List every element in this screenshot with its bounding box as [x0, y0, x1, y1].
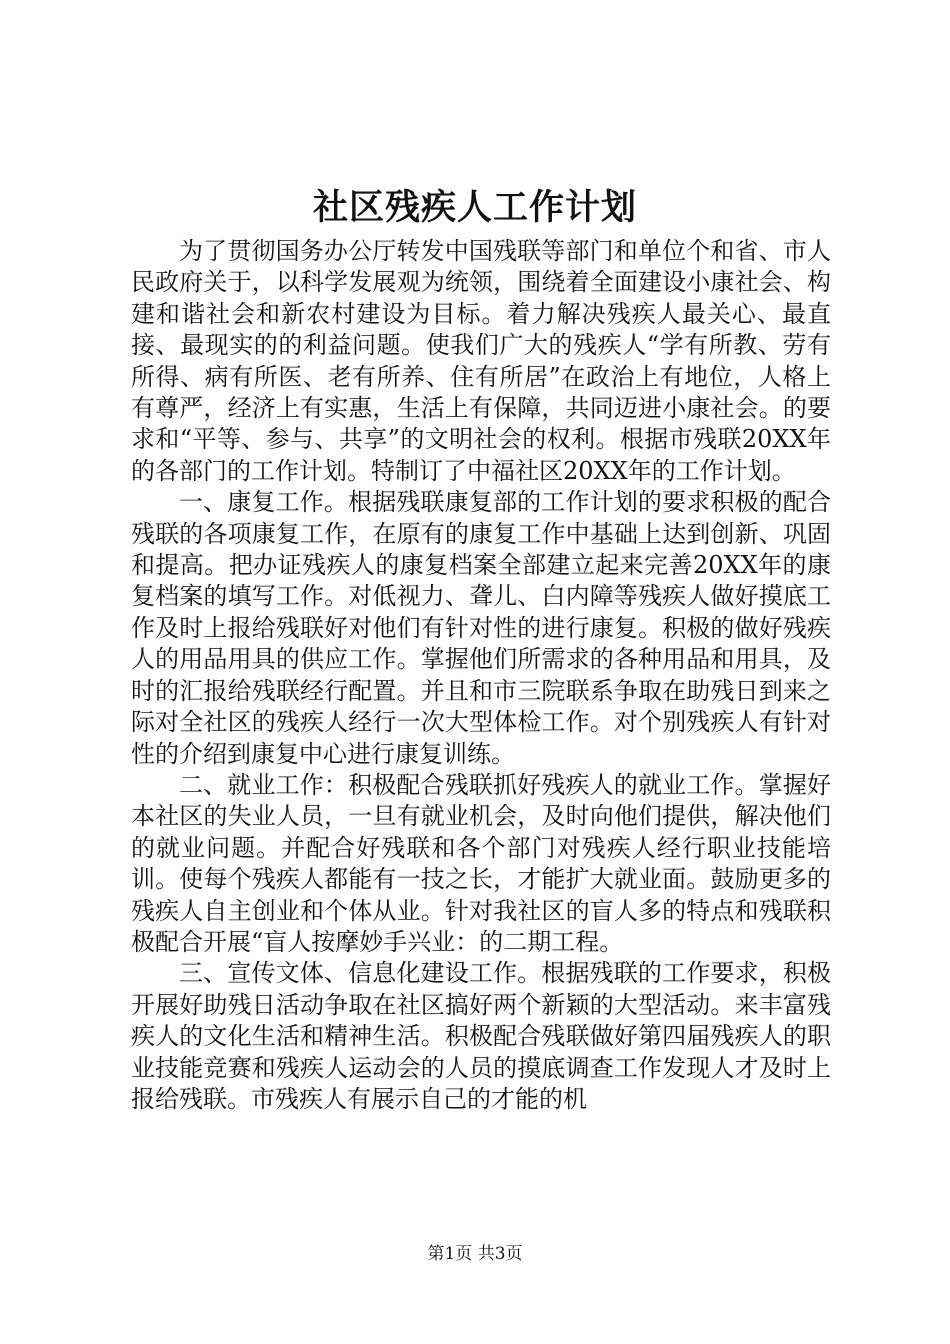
paragraph-intro: 为了贯彻国务办公厅转发中国残联等部门和单位个和省、市人民政府关于，以科学发展观为统领，围绕着全面建设小康社会、构建和谐社会和新农村建设为目标。着力解决残疾人最关心、最直接、最现实的的利益问题。使我们广大的残疾人“学有所教、劳有所得、病有所医、老有所养、住有所居”在政治上有地位，人格上有尊严，经济上有实惠，生活上有保障，共同迈进小康社会。的要求和“平等、参与、共享”的文明社会的权利。根据市残联20XX年的各部门的工作计划。特制订了中福社区20XX年的工作计划。 [131, 237, 831, 485]
page-footer: 第1页 共3页 [427, 1244, 523, 1264]
paragraph-employment: 二、就业工作：积极配合残联抓好残疾人的就业工作。掌握好本社区的失业人员，一旦有就业机会，及时向他们提供，解决他们的就业问题。并配合好残联和各个部门对残疾人经行职业技能培训。使每个残疾人都能有一技之长，才能扩大就业面。鼓励更多的残疾人自主创业和个体从业。针对我社区的盲人多的特点和残联积极配合开展“盲人按摩妙手兴业：的二期工程。 [131, 770, 831, 956]
document-body [131, 236, 831, 1115]
paragraph-publicity: 三、宣传文体、信息化建设工作。根据残联的工作要求，积极开展好助残日活动争取在社区搞好两个新颖的大型活动。来丰富残疾人的文化生活和精神生活。积极配合残联做好第四届残疾人的职业技能竞赛和残疾人运动会的人员的摸底调查工作发现人才及时上报给残联。市残疾人有展示自己的才能的机 [131, 959, 831, 1113]
paragraph-rehabilitation: 一、康复工作。根据残联康复部的工作计划的要求积极的配合残联的各项康复工作，在原有的康复工作中基础上达到创新、巩固和提高。把办证残疾人的康复档案全部建立起来完善20XX年的康复档案的填写工作。对低视力、聋儿、白内障等残疾人做好摸底工作及时上报给残联好对他们有针对性的进行康复。积极的做好残疾人的用品用具的供应工作。掌握他们所需求的各种用品和用具，及时的汇报给残联经行配置。并且和市三院联系争取在助残日到来之际对全社区的残疾人经行一次大型体检工作。对个别残疾人有针对性的介绍到康复中心进行康复训练。 [131, 488, 831, 768]
document-title: 社区残疾人工作计划 [312, 187, 637, 228]
